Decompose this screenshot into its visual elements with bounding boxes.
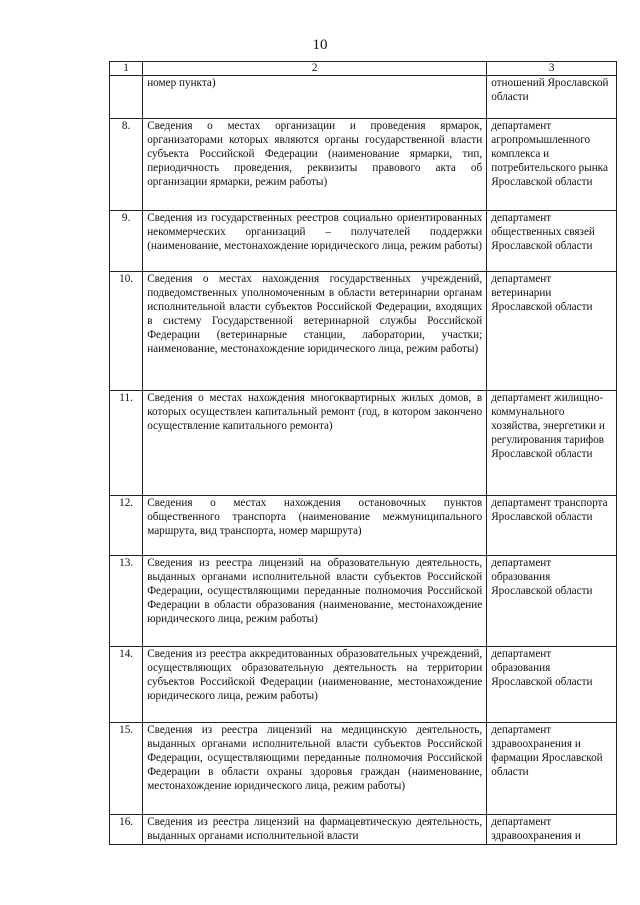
table-header-row	[110, 62, 617, 76]
table-row	[110, 119, 617, 211]
row-department: департамент здравоохранения и фармации Ярославской области	[487, 723, 617, 815]
registry-table	[109, 61, 617, 845]
row-department: департамент агропромышленного комплекса и потребительского рынка Ярославской области	[487, 119, 617, 211]
row-description: Сведения из государственных реестров социально ориентированных некоммерческих организаций – получателей поддержки (наименование, местонахождение юридического лица, режим работы)	[143, 211, 487, 272]
row-description: Сведения о местах организации и проведения ярмарок, организаторами которых являются органы государственной власти субъекта Российской Федерации (наименование ярмарки, тип, периодичность проведения, реквизиты правового акта об организации ярмарки, режим работы)	[143, 119, 487, 211]
row-number: 16.	[110, 815, 143, 845]
row-department: департамент общественных связей Ярославской области	[487, 211, 617, 272]
row-description: Сведения из реестра лицензий на фармацевтическую деятельность, выданных органами исполнительной власти	[143, 815, 487, 845]
row-department: департамент здравоохранения и	[487, 815, 617, 845]
table-row	[110, 647, 617, 723]
row-number: 10.	[110, 272, 143, 391]
row-number: 15.	[110, 723, 143, 815]
table-row	[110, 815, 617, 845]
table-row	[110, 272, 617, 391]
row-department: департамент образования Ярославской области	[487, 556, 617, 647]
row-description: Сведения о местах нахождения многоквартирных жилых домов, в которых осуществлен капитальный ремонт (год, в котором закончено осуществление капитального ремонта)	[143, 391, 487, 496]
row-department: департамент транспорта Ярославской области	[487, 496, 617, 556]
row-number: 13.	[110, 556, 143, 647]
row-number: 8.	[110, 119, 143, 211]
table-row	[110, 556, 617, 647]
row-number	[110, 76, 143, 119]
header-col-1: 1	[110, 62, 143, 76]
table-row	[110, 211, 617, 272]
row-number: 12.	[110, 496, 143, 556]
row-description: Сведения о местах нахождения остановочных пунктов общественного транспорта (наименование межмуниципального маршрута, вид транспорта, номер маршрута)	[143, 496, 487, 556]
page-number: 10	[312, 37, 328, 53]
row-number: 11.	[110, 391, 143, 496]
table-row	[110, 496, 617, 556]
table-row	[110, 76, 617, 119]
row-description: Сведения о местах нахождения государственных учреждений, подведомственных уполномоченным в области ветеринарии органам исполнительной власти субъектов Российской Федерации, входящих в систему Государственной ветеринарной службы Российской Федерации (ветеринарные станции, лаборатории, участки; наименование, местонахождение юридического лица, режим работы)	[143, 272, 487, 391]
row-department: департамент образования Ярославской области	[487, 647, 617, 723]
row-description: Сведения из реестра лицензий на медицинскую деятельность, выданных органами исполнительной власти субъектов Российской Федерации, осуществляющими переданные полномочия Российской Федерации в области охраны здоровья граждан (наименование, местонахождение юридического лица, режим работы)	[143, 723, 487, 815]
table-row	[110, 391, 617, 496]
row-number: 9.	[110, 211, 143, 272]
header-col-2: 2	[143, 62, 487, 76]
row-description: Сведения из реестра лицензий на образовательную деятельность, выданных органами исполнительной власти субъектов Российской Федерации, осуществляющими переданные полномочия Российской Федерации в области образования (наименование, местонахождение юридического лица, режим работы)	[143, 556, 487, 647]
row-department: отношений Ярославской области	[487, 76, 617, 119]
row-department: департамент ветеринарии Ярославской области	[487, 272, 617, 391]
row-description: номер пункта)	[143, 76, 487, 119]
row-department: департамент жилищно-коммунального хозяйства, энергетики и регулирования тарифов Ярославской области	[487, 391, 617, 496]
table-row	[110, 723, 617, 815]
row-number: 14.	[110, 647, 143, 723]
header-col-3: 3	[487, 62, 617, 76]
row-description: Сведения из реестра аккредитованных образовательных учреждений, осуществляющих образовательную деятельность на территории субъектов Российской Федерации (наименование, местонахождение юридического лица, режим работы)	[143, 647, 487, 723]
